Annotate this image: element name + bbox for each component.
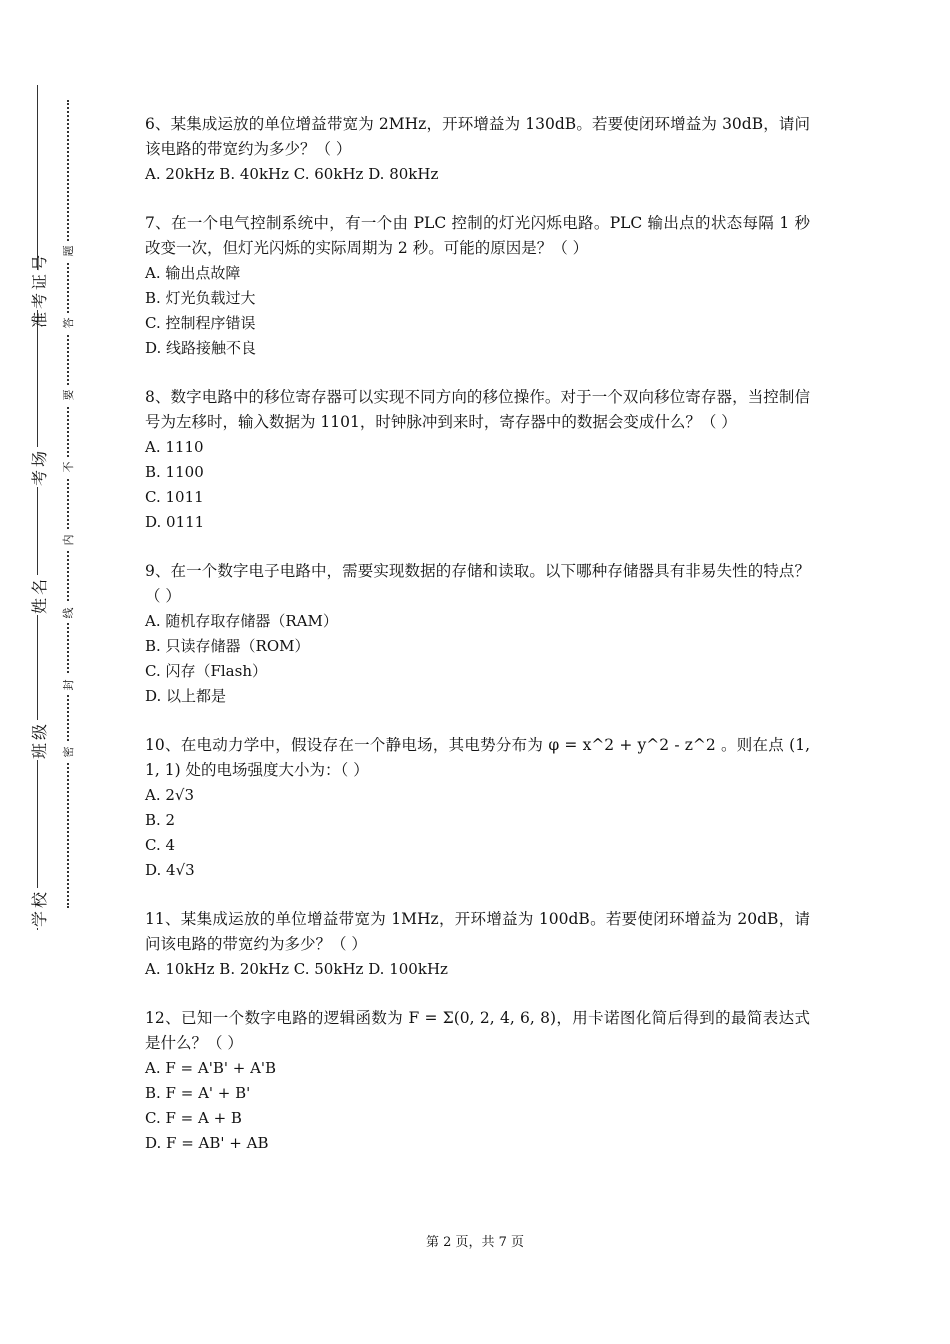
question-stem: 8、数字电路中的移位寄存器可以实现不同方向的移位操作。对于一个双向移位寄存器，当控制信号为左移时，输入数据为 1101，时钟脉冲到来时，寄存器中的数据会变成什么？（ ） bbox=[145, 388, 810, 431]
binding-margin bbox=[0, 0, 80, 1344]
page-number-footer: 第 2 页，共 7 页 bbox=[425, 1235, 525, 1250]
question-8 bbox=[145, 385, 810, 535]
option-b: B. 2 bbox=[145, 811, 176, 829]
question-stem: 12、已知一个数字电路的逻辑函数为 F = Σ(0, 2, 4, 6, 8)，用卡诺图化简后得到的最简表达式是什么？（ ） bbox=[145, 1009, 810, 1052]
option-d: D. 线路接触不良 bbox=[145, 339, 257, 357]
question-list bbox=[145, 112, 810, 1180]
question-6 bbox=[145, 112, 810, 187]
option-a: A. 随机存取存储器（RAM） bbox=[145, 612, 338, 630]
option-a: A. F = A'B' + A'B bbox=[145, 1059, 277, 1077]
seal-char-ti: 题 bbox=[58, 241, 78, 261]
option-d: D. 4√3 bbox=[145, 861, 195, 879]
option-c: C. 闪存（Flash） bbox=[145, 662, 267, 680]
question-12 bbox=[145, 1006, 810, 1156]
seal-char-yao: 要 bbox=[58, 385, 78, 405]
binding-solid-line bbox=[37, 85, 38, 930]
option-b: B. 1100 bbox=[145, 463, 204, 481]
option-d: D. 以上都是 bbox=[145, 687, 227, 705]
question-9 bbox=[145, 559, 810, 709]
option-b: B. 灯光负载过大 bbox=[145, 289, 256, 307]
option-c: C. F = A + B bbox=[145, 1109, 242, 1127]
seal-char-nei: 内 bbox=[58, 530, 78, 550]
option-c: C. 控制程序错误 bbox=[145, 314, 256, 332]
seal-char-bu: 不 bbox=[58, 457, 78, 477]
question-options: A. 20kHz B. 40kHz C. 60kHz D. 80kHz bbox=[145, 165, 439, 183]
question-10 bbox=[145, 733, 810, 883]
field-class-label: 班级 bbox=[18, 720, 58, 760]
question-stem: 10、在电动力学中，假设存在一个静电场，其电势分布为 φ = x^2 + y^2 - z^2 。则在点 (1, 1, 1) 处的电场强度大小为：（ ） bbox=[145, 736, 810, 779]
option-c: C. 1011 bbox=[145, 488, 204, 506]
option-c: C. 4 bbox=[145, 836, 176, 854]
field-name-label: 姓名 bbox=[18, 575, 58, 615]
question-11 bbox=[145, 907, 810, 982]
seal-char-xian: 线 bbox=[58, 603, 78, 623]
option-b: B. F = A' + B' bbox=[145, 1084, 251, 1102]
question-stem: 6、某集成运放的单位增益带宽为 2MHz，开环增益为 130dB。若要使闭环增益为 30dB，请问该电路的带宽约为多少？（ ） bbox=[145, 115, 810, 158]
option-b: B. 只读存储器（ROM） bbox=[145, 637, 310, 655]
seal-char-feng: 封 bbox=[58, 675, 78, 695]
question-stem: 11、某集成运放的单位增益带宽为 1MHz，开环增益为 100dB。若要使闭环增益为 20dB，请问该电路的带宽约为多少？（ ） bbox=[145, 910, 810, 953]
option-d: D. F = AB' + AB bbox=[145, 1134, 269, 1152]
question-options: A. 10kHz B. 20kHz C. 50kHz D. 100kHz bbox=[145, 960, 448, 978]
option-d: D. 0111 bbox=[145, 513, 205, 531]
question-stem: 9、在一个数字电子电路中，需要实现数据的存储和读取。以下哪种存储器具有非易失性的特点？（ ） bbox=[145, 562, 810, 605]
option-a: A. 2√3 bbox=[145, 786, 195, 804]
field-exam-room-label: 考场 bbox=[18, 447, 58, 487]
question-7 bbox=[145, 211, 810, 361]
seal-char-mi: 密 bbox=[58, 742, 78, 762]
question-stem: 7、在一个电气控制系统中，有一个由 PLC 控制的灯光闪烁电路。PLC 输出点的状态每隔 1 秒改变一次，但灯光闪烁的实际周期为 2 秒。可能的原因是？（ ） bbox=[145, 214, 810, 257]
seal-dotted-line bbox=[67, 100, 69, 908]
option-a: A. 输出点故障 bbox=[145, 264, 241, 282]
seal-char-da: 答 bbox=[58, 313, 78, 333]
option-a: A. 1110 bbox=[145, 438, 204, 456]
field-exam-number-label: 准考证号 bbox=[18, 270, 58, 310]
field-school-label: 学校 bbox=[18, 888, 58, 928]
